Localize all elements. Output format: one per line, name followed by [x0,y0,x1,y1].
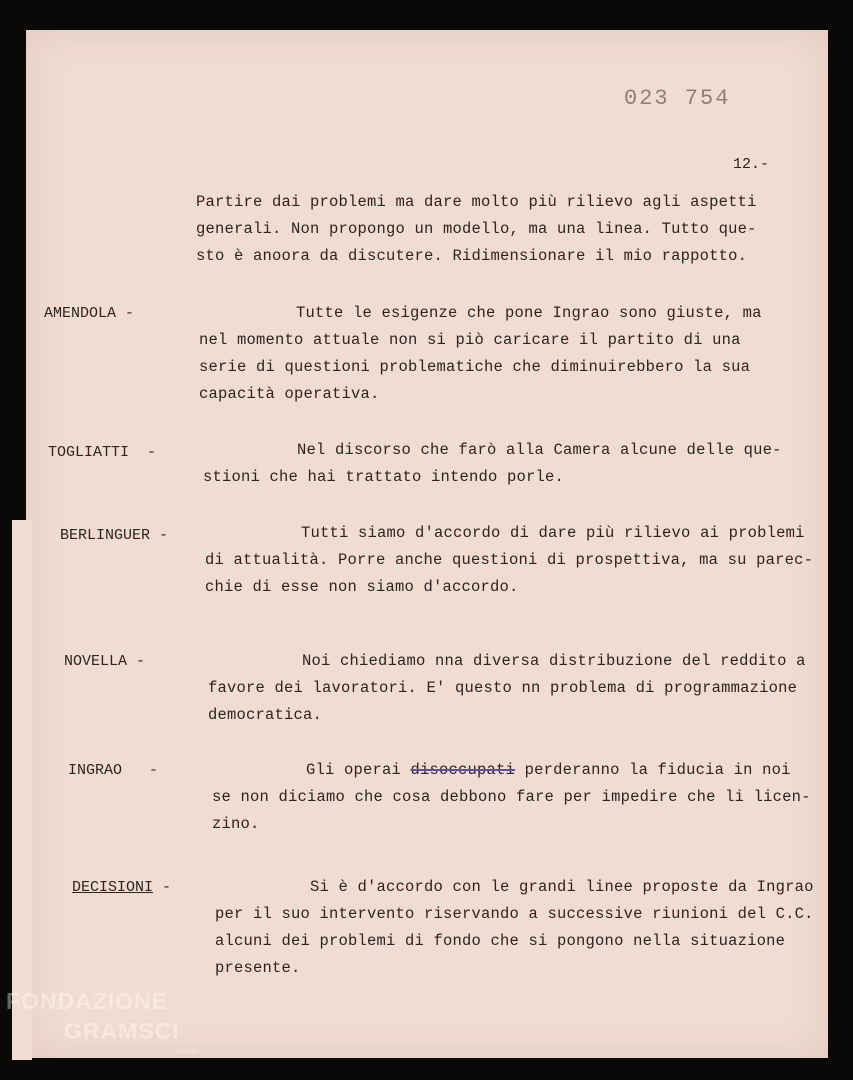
struck-word: disoccupati [410,761,516,779]
decisioni-line-4: presente. [215,959,301,977]
speaker-berlinguer: BERLINGUER - [60,527,169,544]
amendola-line-3: serie di questioni problematiche che diminuirebbero la sua [199,358,751,376]
togliatti-line-1: Nel discorso che farò alla Camera alcune delle que- [297,441,782,459]
amendola-line-1: Tutte le esigenze che pone Ingrao sono giuste, ma [296,304,762,322]
berlinguer-line-1: Tutti siamo d'accordo di dare più rilievo ai problemi [301,524,805,542]
watermark-sub: onlus [176,1046,198,1056]
ingrao-line-3: zino. [212,815,260,833]
fondazione-gramsci-watermark [6,986,198,1056]
decisioni-line-1: Si è d'accordo con le grandi linee proposte da Ingrao [310,878,814,896]
archive-number-stamp: 023 754 [624,86,731,111]
novella-line-2: favore dei lavoratori. E' questo nn problema di programmazione [208,679,798,697]
amendola-line-4: capacità operativa. [199,385,380,403]
decisioni-line-2: per il suo intervento riservando a successive riunioni del C.C. [215,905,814,923]
ingrao-line-1-end: perderanno la fiducia in noi [515,761,791,779]
ingrao-line-2: se non diciamo che cosa debbono fare per impedire che li licen- [212,788,811,806]
speaker-ingrao: INGRAO - [68,762,159,779]
intro-line-3: sto è anoora da discutere. Ridimensionare il mio rappotto. [196,247,748,265]
intro-line-2: generali. Non propongo un modello, ma una linea. Tutto que- [196,220,757,238]
decisioni-line-3: alcuni dei problemi di fondo che si pongono nella situazione [215,932,786,950]
speaker-novella: NOVELLA - [64,653,146,670]
watermark-line-2: GRAMSCI [64,1018,180,1044]
togliatti-line-2: stioni che hai trattato intendo porle. [203,468,565,486]
speaker-decisioni [72,879,171,896]
page-torn-edge [12,520,32,1060]
ingrao-line-1-start: Gli operai [306,761,411,779]
novella-line-3: democratica. [208,706,323,724]
speaker-amendola: AMENDOLA - [44,305,135,322]
berlinguer-line-2: di attualità. Porre anche questioni di prospettiva, ma su parec- [205,551,814,569]
decisioni-dash: - [153,879,172,896]
speaker-togliatti: TOGLIATTI - [48,444,157,461]
decisioni-label: DECISIONI [72,879,154,896]
amendola-line-2: nel momento attuale non si piò caricare il partito di una [199,331,741,349]
page-number: 12.- [733,156,770,173]
intro-line-1: Partire dai problemi ma dare molto più rilievo agli aspetti [196,193,757,211]
novella-line-1: Noi chiediamo nna diversa distribuzione del reddito a [302,652,806,670]
watermark-line-1: FONDAZIONE [6,988,169,1014]
ingrao-line-1 [306,757,791,784]
berlinguer-line-3: chie di esse non siamo d'accordo. [205,578,519,596]
